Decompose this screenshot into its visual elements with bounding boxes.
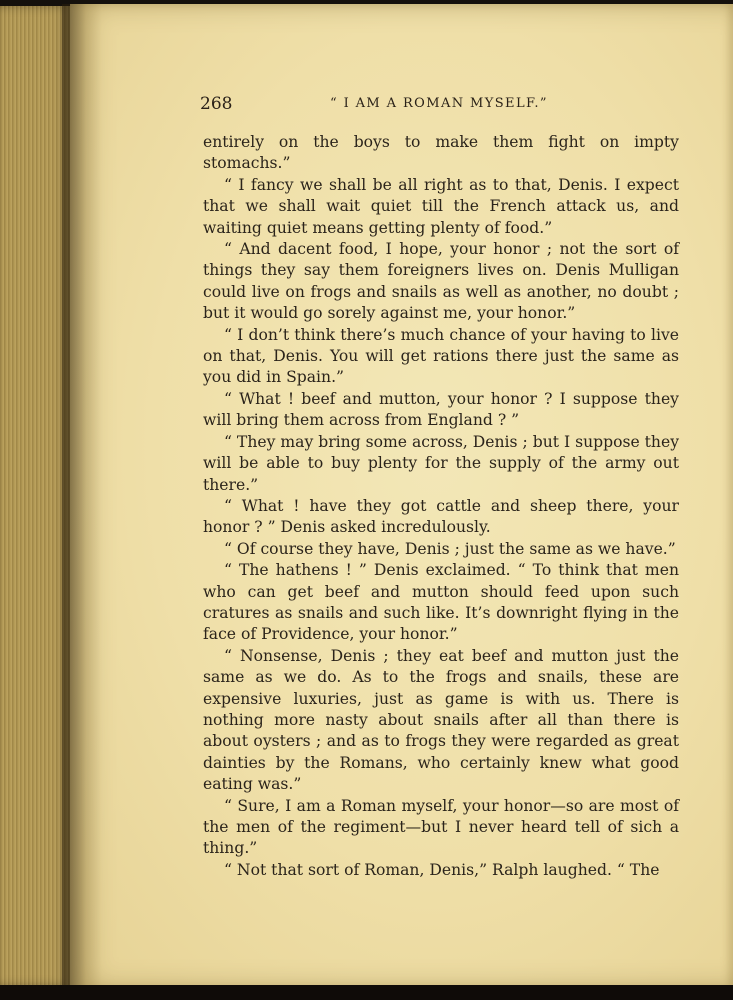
running-title: “ I AM A ROMAN MYSELF.”: [330, 96, 548, 111]
paragraph: “ Not that sort of Roman, Denis,” Ralph laughed. “ The: [224, 860, 660, 879]
paragraph: “ What ! have they got cattle and sheep there, your honor ? ” Denis asked incredulously.: [203, 496, 679, 537]
gutter-shadow: [62, 4, 102, 988]
paragraph-continuation: entirely on the boys to make them fight on impty stomachs.”: [203, 133, 679, 173]
paragraph: “ Of course they have, Denis ; just the same as we have.”: [224, 539, 676, 558]
paragraph: “ I fancy we shall be all right as to that, Denis. I expect that we shall wait quiet till the French attack us, and waiting quiet means getting plenty of food.”: [203, 175, 679, 237]
paragraph: “ I don’t think there’s much chance of your having to live on that, Denis. You will get rations there just the same as you did in Spain.”: [203, 325, 679, 387]
page-edges: [0, 6, 70, 986]
paragraph: “ The hathens ! ” Denis exclaimed. “ To think that men who can get beef and mutton should feed upon such cratures as snails and such like. It’s downright flying in the face of Providence, your honor.”: [203, 561, 679, 644]
paragraph: “ And dacent food, I hope, your honor ; not the sort of things they say them foreigners lives on. Denis Mulligan could live on frogs and snails as well as another, no doubt ; but it would go sorely against me, your honor.”: [203, 240, 679, 323]
scan-bottom-border: [0, 985, 733, 1000]
body-text: [203, 132, 679, 881]
paragraph: “ Nonsense, Denis ; they eat beef and mutton just the same as we do. As to the frogs and snails, these are expensive luxuries, just as game is with us. There is nothing more nasty about snails after all than there is about oysters ; and as to frogs they were regarded as great dainties by the Romans, who certainly knew what good eating was.”: [203, 646, 679, 794]
page-number: 268: [200, 94, 233, 114]
running-head: [200, 94, 680, 116]
paragraph: “ They may bring some across, Denis ; but I suppose they will be able to buy plenty for the supply of the army out there.”: [203, 432, 680, 494]
paragraph: “ Sure, I am a Roman myself, your honor—so are most of the men of the regiment—but I never heard tell of sich a thing.”: [203, 796, 679, 858]
paragraph: “ What ! beef and mutton, your honor ? I suppose they will bring them across from England ? ”: [203, 389, 679, 430]
